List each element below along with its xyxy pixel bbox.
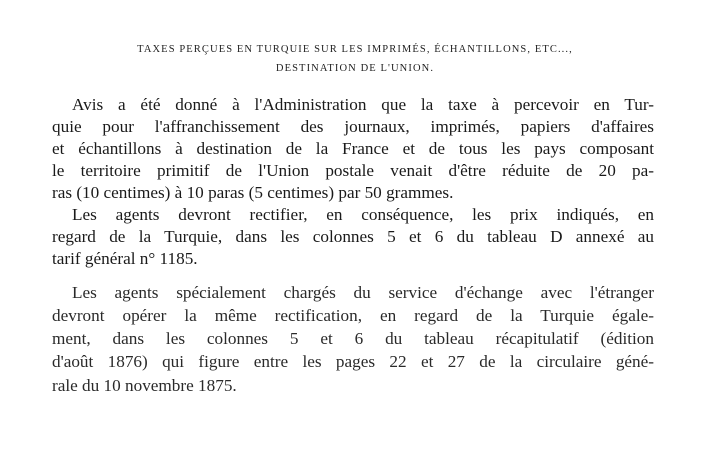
paragraph-line: et échantillons à destination de la France et de tous les pays composant [52,139,654,158]
paragraph-line: le territoire primitif de l'Union postale venait d'être réduite de 20 pa- [52,161,654,180]
paragraph-line: ras (10 centimes) à 10 paras (5 centimes) par 50 grammes. [52,183,454,202]
paragraph-line: ment, dans les colonnes 5 et 6 du tableau récapitulatif (édition [52,329,654,348]
paragraph-line: devront opérer la même rectification, en regard de la Turquie égale- [52,306,654,325]
section-heading-line-2: DESTINATION DE L'UNION. [275,63,435,74]
paragraph-line: Les agents spécialement chargés du service d'échange avec l'étranger [72,283,654,302]
paragraph-line: Avis a été donné à l'Administration que la taxe à percevoir en Tur- [72,95,654,114]
paragraph-line: tarif général n° 1185. [52,249,198,268]
paragraph-line: Les agents devront rectifier, en conséquence, les prix indiqués, en [72,205,654,224]
paragraph-line: d'août 1876) qui figure entre les pages 22 et 27 de la circulaire géné- [52,352,654,371]
paragraph-line: regard de la Turquie, dans les colonnes 5 et 6 du tableau D annexé au [52,227,654,246]
paragraph-line: rale du 10 novembre 1875. [52,376,237,395]
section-heading-line-1: TAXES PERÇUES EN TURQUIE SUR LES IMPRIMÉS, ÉCHANTILLONS, ETC..., [137,44,573,55]
paragraph-line: quie pour l'affranchissement des journaux, imprimés, papiers d'affaires [52,117,654,136]
